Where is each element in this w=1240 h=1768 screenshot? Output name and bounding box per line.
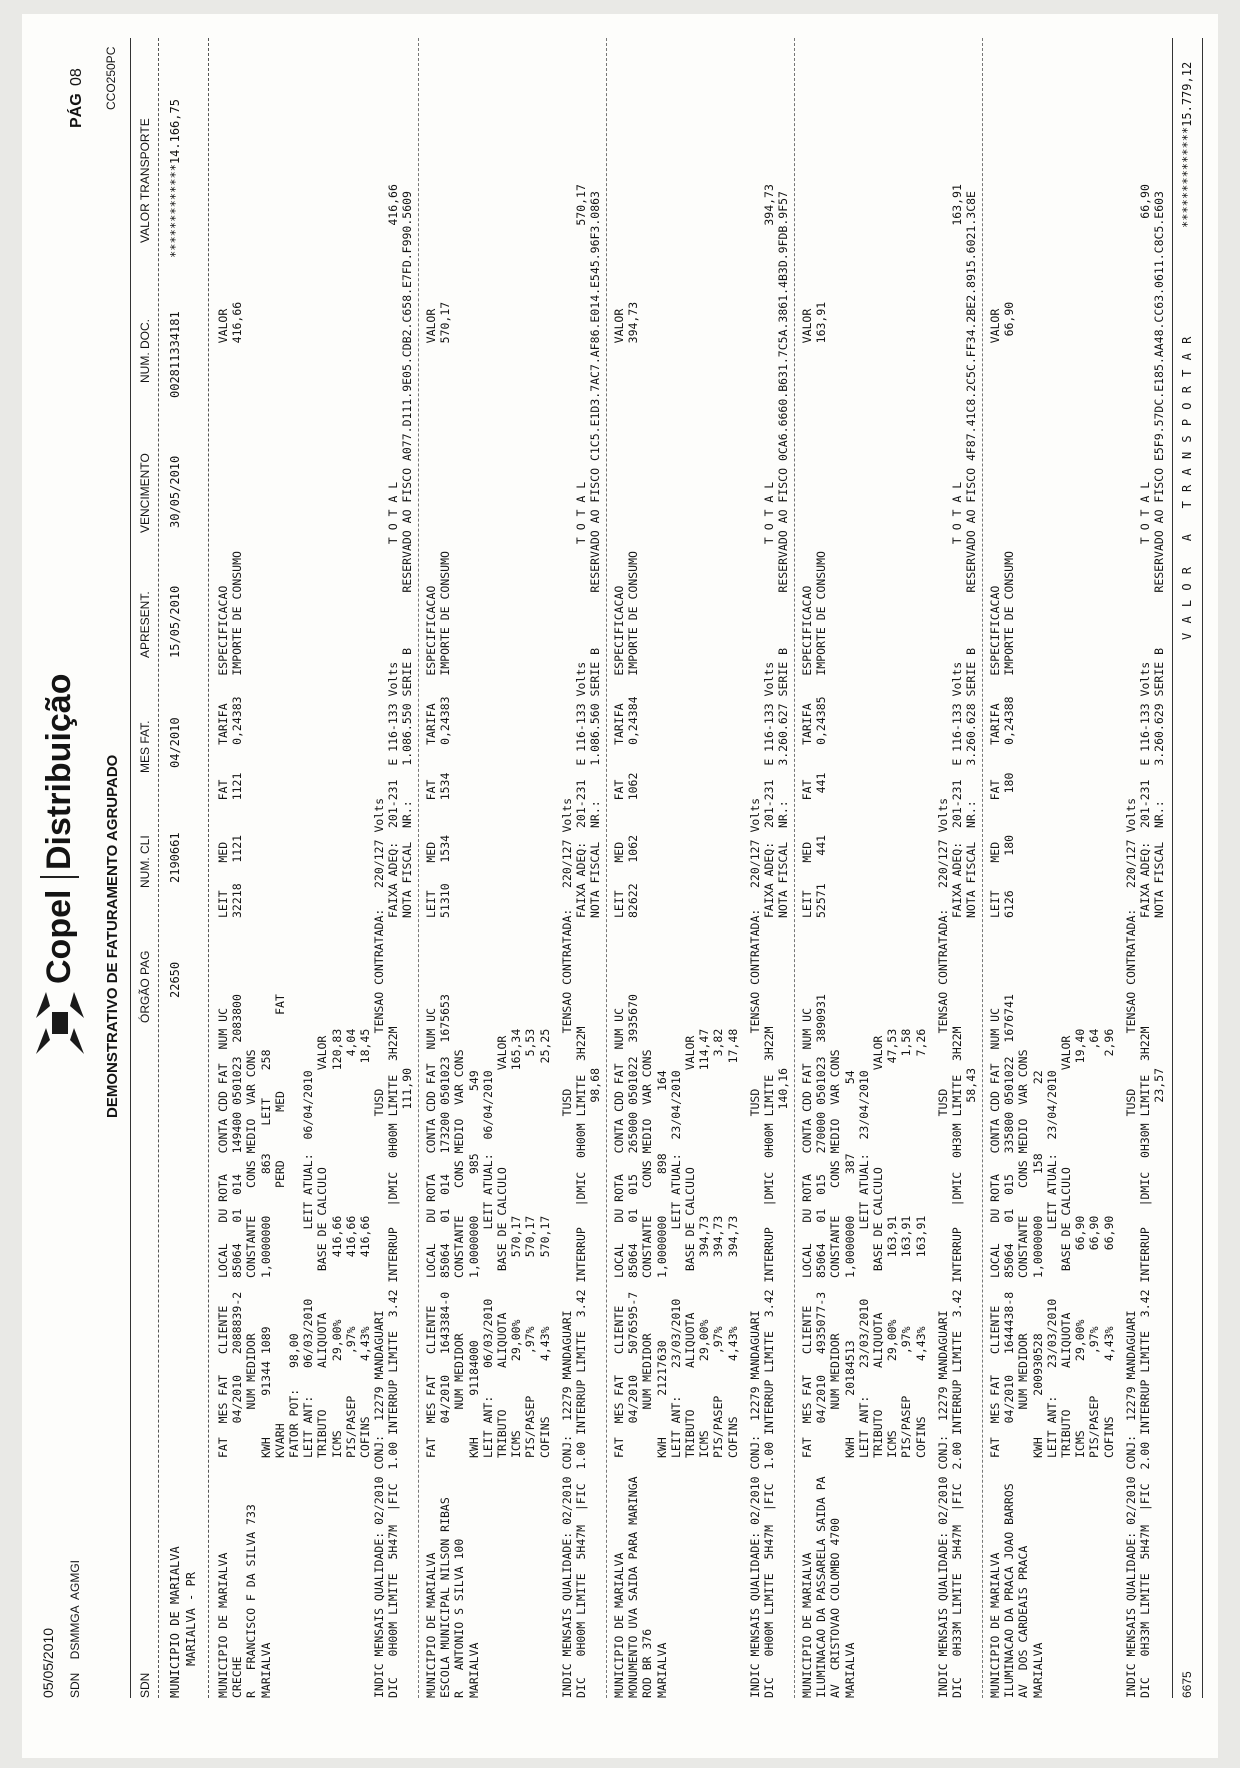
record-4-totals: FAIXA ADEQ: 201-231 E 116-133 Volts T O T A L 163,91 NOTA FISCAL NR.: 3.260.628 SERIE B RESERVADO AO FISCO 4F87.41C8.2C5C.FF34.2BE2.8915.6021.3C8E — [950, 184, 979, 918]
bottom-label: V A L O R A T R A N S P O R T A R — [1180, 335, 1194, 640]
record-5-client: MUNICIPIO DE MARIALVA ILUMINACAO DA PRACA JOAO BARROS AV DOS CARDEAIS PRACA MARIALVA — [988, 1483, 1045, 1698]
summary-apresent: 15/05/2010 — [168, 585, 182, 658]
bottom-bottom-rule — [1202, 38, 1203, 1698]
record-2-totals: FAIXA ADEQ: 201-231 E 116-133 Volts T O T A L 570,17 NOTA FISCAL NR.: 1.086.560 SERIE B RESERVADO AO FISCO C1C5.E1D3.7AC7.AF86.E014.E545.96F3.0863 — [574, 184, 603, 918]
col-sdn: SDN — [138, 1672, 152, 1698]
col-mes-fat: MES FAT. — [138, 720, 152, 773]
record-5-quality: INDIC MENSAIS QUALIDADE: 02/2010 CONJ: 12279 MANDAGUARI TUSD TENSAO CONTRATADA: 220/127 Volts DIC 0H33M LIMITE 5H47M |FIC 2.00 INTERRUP LIMITE 3.42 INTERRUP |DMIC 0H30M LIMITE 3H22M 23,57 — [1124, 797, 1167, 1698]
rotated-sheet — [22, 14, 1218, 1758]
report-title: DEMONSTRATIVO DE FATURAMENTO AGRUPADO — [104, 754, 121, 1118]
record-3-client: MUNICIPIO DE MARIALVA MONUMENTO UVA SAIDA PARA MARINGA ROD BR 376 MARIALVA — [612, 1476, 669, 1698]
record-1-client: MUNICIPIO DE MARIALVA CRECHE R FRANCISCO F DA SILVA 733 MARIALVA — [216, 1504, 273, 1698]
record-3-consumption: LEIT MED FAT TARIFA ESPECIFICACAO VALOR 82622 1062 1062 0,24384 IMPORTE DE CONSUMO 394,73 — [612, 301, 641, 918]
record-2-quality: INDIC MENSAIS QUALIDADE: 02/2010 CONJ: 12279 MANDAGUARI TUSD TENSAO CONTRATADA: 220/127 Volts DIC 0H00M LIMITE 5H47M |FIC 1.00 INTERRUP LIMITE 3.42 INTERRUP |DMIC 0H00M LIMITE 3H22M 98,68 — [560, 797, 603, 1698]
record-1-separator — [418, 38, 419, 1698]
record-1-totals: FAIXA ADEQ: 201-231 E 116-133 Volts T O T A L 416,66 NOTA FISCAL NR.: 1.086.550 SERIE B RESERVADO AO FISCO A077.D111.9E05.CDB2.C658.E7FD.F990.5609 — [386, 184, 415, 918]
record-4-separator — [982, 38, 983, 1698]
copel-mark-icon — [32, 988, 88, 1058]
summary-num-cli: 2190661 — [168, 832, 182, 883]
header-top-rule — [130, 38, 131, 1698]
bottom-value: **************15.779,12 — [1180, 61, 1194, 228]
record-1-details: FAT MES FAT CLIENTE LOCAL DU ROTA CONTA CDD FAT NUM UC 04/2010 2088839-2 85064 01 014 149400 0501023 2083800 NUM MEDIDOR CONSTANTE CONS MEDIO VAR CONS KWH 91344 1089 1,0000000 863 LEIT 258 KVARH PERD MED FAT FATOR POT: 98,00 LEIT ANT: 06/03/2010 LEIT ATUAL: 06/04/2010 TRIBUTO ALIQUOTA BASE DE CALCULO VALOR ICMS 29,00% 416,66 120,83 PIS/PASEP ,97% 416,66 4,04 COFINS 4,43% 416,66 18,45 — [216, 994, 373, 1458]
page-number: 08 — [68, 68, 85, 86]
col-num-cli: NUM. CLI — [138, 835, 152, 888]
summary-mes-fat: 04/2010 — [168, 717, 182, 768]
summary-num-doc: 002811334181 — [168, 311, 182, 398]
col-orgao-pag: ÓRGÃO PAG — [138, 950, 152, 1023]
record-1-quality: INDIC MENSAIS QUALIDADE: 02/2010 CONJ: 12279 MANDAGUARI TUSD TENSAO CONTRATADA: 220/127 Volts DIC 0H00M LIMITE 5H47M |FIC 1.00 INTERRUP LIMITE 3.42 INTERRUP |DMIC 0H00M LIMITE 3H22M 111,90 — [372, 797, 415, 1698]
copel-logo — [32, 673, 92, 1058]
record-5-details: FAT MES FAT CLIENTE LOCAL DU ROTA CONTA CDD FAT NUM UC 04/2010 1644438-8 85064 01 015 335800 0501022 1676741 NUM MEDIDOR CONSTANTE CONS MEDIO VAR CONS KWH 200930528 1,0000000 158 22 LEIT ANT: 23/03/2010 LEIT ATUAL: 23/04/2010 TRIBUTO ALIQUOTA BASE DE CALCULO VALOR ICMS 29,00% 66,90 19,40 PIS/PASEP ,97% 66,90 ,64 COFINS 4,43% 66,90 2,96 — [988, 994, 1116, 1458]
record-3-separator — [794, 38, 795, 1698]
record-4-quality: INDIC MENSAIS QUALIDADE: 02/2010 CONJ: 12279 MANDAGUARI TUSD TENSAO CONTRATADA: 220/127 Volts DIC 0H33M LIMITE 5H47M |FIC 2.00 INTERRUP LIMITE 3.42 INTERRUP |DMIC 0H30M LIMITE 3H22M 58,43 — [936, 797, 979, 1698]
record-3-quality: INDIC MENSAIS QUALIDADE: 02/2010 CONJ: 12279 MANDAGUARI TUSD TENSAO CONTRATADA: 220/127 Volts DIC 0H00M LIMITE 5H47M |FIC 1.00 INTERRUP LIMITE 3.42 INTERRUP |DMIC 0H00M LIMITE 3H22M 140,16 — [748, 797, 791, 1698]
summary-client: MUNICIPIO DE MARIALVA — [168, 1546, 182, 1698]
form-code: CCO250PC — [104, 46, 118, 110]
logo-sub-text: Distribuição — [40, 674, 79, 878]
record-4-consumption: LEIT MED FAT TARIFA ESPECIFICACAO VALOR 52571 441 441 0,24385 IMPORTE DE CONSUMO 163,91 — [800, 301, 829, 918]
record-4-client: MUNICIPIO DE MARIALVA ILUMINACAO DA PASSARELA SAIDA PA AV CRISTOVAO COLOMBO 4700 MARIALVA — [800, 1476, 857, 1698]
col-apresent: APRESENT. — [138, 591, 152, 658]
record-5-totals: FAIXA ADEQ: 201-231 E 116-133 Volts T O T A L 66,90 NOTA FISCAL NR.: 3.260.629 SERIE B RESERVADO AO FISCO E5F9.57DC.E185.AA48.CC63.0611.C8C5.E603 — [1138, 184, 1167, 918]
summary-city: MARIALVA - PR — [184, 1572, 198, 1666]
report-date: 05/05/2010 — [40, 1627, 56, 1698]
col-num-doc: NUM. DOC. — [138, 319, 152, 383]
summary-orgao: 22650 — [168, 961, 182, 998]
col-vencimento: VENCIMENTO — [138, 453, 152, 533]
header-dash-rule — [158, 38, 159, 1698]
page-label: PÁG — [68, 93, 85, 128]
logo-main-text: Copel — [40, 889, 78, 984]
record-2-details: FAT MES FAT CLIENTE LOCAL DU ROTA CONTA CDD FAT NUM UC 04/2010 1643384-0 85064 01 014 173200 0501023 1675653 NUM MEDIDOR CONSTANTE CONS MEDIO VAR CONS KWH 91184000 1,0000000 985 549 LEIT ANT: 06/03/2010 LEIT ATUAL: 06/04/2010 TRIBUTO ALIQUOTA BASE DE CALCULO VALOR ICMS 29,00% 570,17 165,34 PIS/PASEP ,97% 570,17 5,53 COFINS 4,43% 570,17 25,25 — [424, 994, 552, 1458]
record-3-totals: FAIXA ADEQ: 201-231 E 116-133 Volts T O T A L 394,73 NOTA FISCAL NR.: 3.260.627 SERIE B RESERVADO AO FISCO 0CA6.6660.B631.7C5A.3861.4B3D.9FDB.9F57 — [762, 184, 791, 918]
summary-valor-transporte: *************14.166,75 — [168, 99, 182, 258]
record-3-details: FAT MES FAT CLIENTE LOCAL DU ROTA CONTA CDD FAT NUM UC 04/2010 5076595-7 85064 01 015 265000 0501022 3935670 NUM MEDIDOR CONSTANTE CONS MEDIO VAR CONS KWH 21217630 1,0000000 898 164 LEIT ANT: 23/03/2010 LEIT ATUAL: 23/04/2010 TRIBUTO ALIQUOTA BASE DE CALCULO VALOR ICMS 29,00% 394,73 114,47 PIS/PASEP ,97% 394,73 3,82 COFINS 4,43% 394,73 17,48 — [612, 994, 740, 1458]
bottom-code: 6675 — [1180, 1671, 1194, 1698]
record-4-details: FAT MES FAT CLIENTE LOCAL DU ROTA CONTA CDD FAT NUM UC 04/2010 4935077-3 85064 01 015 270000 0501023 3890931 NUM MEDIDOR CONSTANTE CONS MEDIO VAR CONS KWH 20184513 1,0000000 387 54 LEIT ANT: 23/03/2010 LEIT ATUAL: 23/04/2010 TRIBUTO ALIQUOTA BASE DE CALCULO VALOR ICMS 29,00% 163,91 47,53 PIS/PASEP ,97% 163,91 1,58 COFINS 4,43% 163,91 7,26 — [800, 994, 928, 1458]
bottom-top-rule — [1172, 38, 1173, 1698]
document-page — [22, 14, 1218, 1758]
record-2-consumption: LEIT MED FAT TARIFA ESPECIFICACAO VALOR 51310 1534 1534 0,24383 IMPORTE DE CONSUMO 570,17 — [424, 301, 453, 918]
col-valor-transporte: VALOR TRANSPORTE — [138, 118, 152, 243]
summary-vencimento: 30/05/2010 — [168, 455, 182, 528]
record-2-client: MUNICIPIO DE MARIALVA ESCOLA MUNICIPAL NILSON RIBAS R ANTONIO S SILVA 100 MARIALVA — [424, 1497, 481, 1698]
record-5-consumption: LEIT MED FAT TARIFA ESPECIFICACAO VALOR 6126 180 180 0,24388 IMPORTE DE CONSUMO 66,90 — [988, 301, 1017, 918]
user-line: SDN DSMMGA AGMGI — [68, 1559, 82, 1698]
record-1-consumption: LEIT MED FAT TARIFA ESPECIFICACAO VALOR 32218 1121 1121 0,24383 IMPORTE DE CONSUMO 416,66 — [216, 301, 245, 918]
summary-dash-rule — [208, 38, 209, 1698]
record-2-separator — [606, 38, 607, 1698]
